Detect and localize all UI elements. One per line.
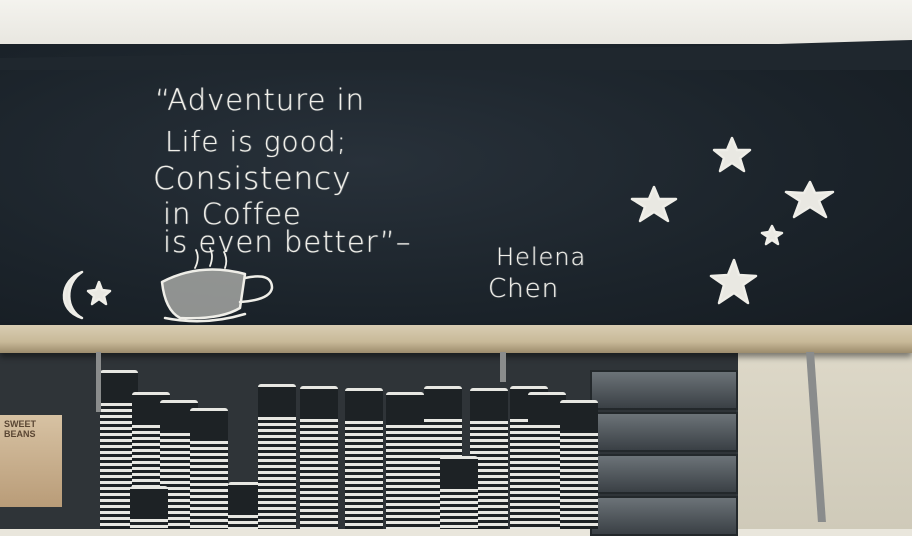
cup-stack: [345, 388, 383, 529]
cup: [440, 456, 478, 489]
cup-stack: [258, 384, 296, 529]
quote-line-4: in Coffee: [163, 197, 302, 231]
quote-line-5: is even better”–: [163, 225, 412, 259]
cup: [258, 384, 296, 417]
wooden-shelf: [0, 325, 912, 353]
signature-last-name: Chen: [488, 274, 560, 304]
cup: [345, 388, 383, 421]
cup: [190, 408, 228, 441]
wall: [738, 352, 912, 529]
cup: [300, 386, 338, 419]
tile: [590, 412, 738, 452]
cup: [386, 392, 424, 425]
tile: [590, 454, 738, 494]
star-icon: [762, 226, 782, 244]
cup-stack: [560, 400, 598, 529]
quote-line-2: Life is good;: [165, 125, 347, 158]
small-star-icon: [88, 282, 110, 304]
cup: [130, 486, 168, 519]
tile: [590, 496, 738, 536]
cup-rim: [130, 525, 168, 529]
star-icon: [632, 187, 676, 221]
quote-line-1: “Adventure in: [155, 83, 365, 117]
cup-stack: [386, 392, 424, 529]
coffee-cup-icon: [162, 248, 272, 321]
cup-rim: [190, 525, 228, 529]
shelf-bracket: [500, 352, 506, 382]
signature-first-name: Helena: [496, 243, 587, 271]
box-label-line-1: SWEET: [4, 419, 37, 429]
cup-rim: [258, 525, 296, 529]
star-icon: [786, 182, 833, 217]
crescent-moon-icon: [64, 272, 82, 318]
cup: [560, 400, 598, 433]
cardboard-box: [0, 415, 62, 507]
cup: [424, 386, 462, 419]
cup-rim: [440, 525, 478, 529]
quote-line-3: Consistency: [153, 161, 352, 197]
star-icon: [711, 260, 756, 303]
cup-stack: [300, 386, 338, 529]
tile: [590, 370, 738, 410]
star-icon: [714, 138, 750, 171]
cup-stack: [130, 486, 168, 529]
cup: [470, 388, 508, 421]
shelf-bracket: [96, 352, 101, 412]
box-label-line-2: BEANS: [4, 429, 36, 439]
box-label: [4, 419, 36, 439]
cup-stack: [440, 456, 478, 529]
cup-stack: [190, 408, 228, 529]
